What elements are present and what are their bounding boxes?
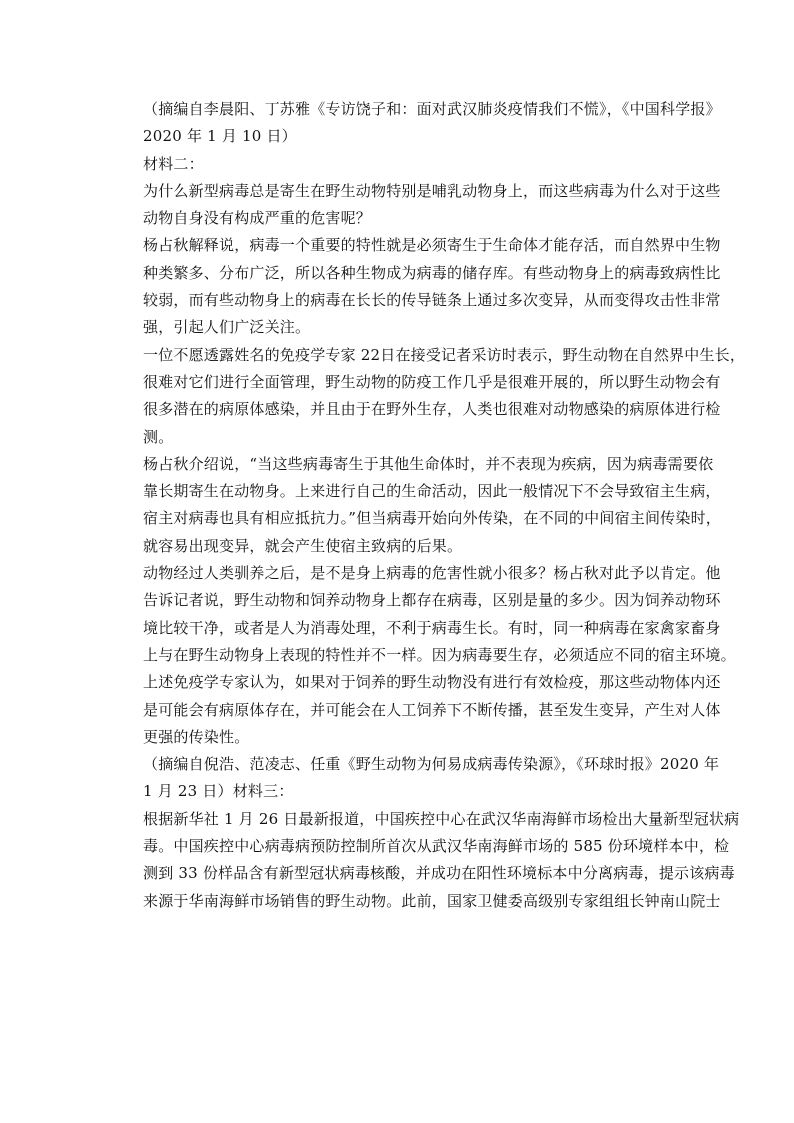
paragraph-line: 测到 33 份样品含有新型冠状病毒核酸，并成功在阳性环境标本中分离病毒，提示该病毒 [143, 864, 735, 883]
paragraph-line: 为什么新型病毒总是寄生在野生动物特别是哺乳动物身上，而这些病毒为什么对于这些 [143, 181, 721, 200]
citation-line-4: 1 月 23 日）材料三： [143, 782, 294, 801]
paragraph-line: 告诉记者说，野生动物和饲养动物身上都存在病毒，区别是量的多少。因为饲养动物环 [143, 591, 721, 610]
citation-line-2: 2020 年 1 月 10 日） [143, 127, 297, 146]
paragraph-line: 种类繁多、分布广泛，所以各种生物成为病毒的储存库。有些动物身上的病毒致病性比 [143, 263, 721, 282]
citation-line-1: （摘编自李晨阳、丁苏雅《专访饶子和：面对武汉肺炎疫情我们不慌》，《中国科学报》 [143, 100, 721, 118]
paragraph-line: 宿主对病毒也具有相应抵抗力。”但当病毒开始向外传染，在不同的中间宿主间传染时， [143, 509, 721, 528]
paragraph-line: 是可能会有病原体存在，并可能会在人工饲养下不断传播，甚至发生变异，产生对人体 [143, 700, 721, 719]
section-heading-material-two: 材料二： [143, 154, 204, 173]
paragraph-line: 动物经过人类驯养之后，是不是身上病毒的危害性就小很多？杨占秋对此予以肯定。他 [143, 564, 721, 583]
paragraph-line: 上述免疫学专家认为，如果对于饲养的野生动物没有进行有效检疫，那这些动物体内还 [143, 673, 721, 692]
paragraph-line: 杨占秋介绍说，“当这些病毒寄生于其他生命体时，并不表现为疾病，因为病毒需要依 [143, 454, 714, 473]
paragraph-line: 境比较干净，或者是人为消毒处理，不利于病毒生长。有时，同一种病毒在家禽家畜身 [143, 618, 721, 637]
paragraph-line: 强，引起人们广泛关注。 [143, 318, 311, 337]
citation-line-3: （摘编自倪浩、范凌志、任重《野生动物为何易成病毒传染源》，《环球时报》2020 年 [143, 755, 720, 774]
paragraph-line: 一位不愿透露姓名的免疫学专家 22日在接受记者采访时表示，野生动物在自然界中生长， [143, 345, 746, 364]
paragraph-line: 动物自身没有构成严重的危害呢？ [143, 209, 372, 228]
paragraph-line: 很多潜在的病原体感染，并且由于在野外生存，人类也很难对动物感染的病原体进行检 [143, 400, 721, 419]
paragraph-line: 很难对它们进行全面管理，野生动物的防疫工作几乎是很难开展的，所以野生动物会有 [143, 372, 721, 391]
paragraph-line: 更强的传染性。 [143, 727, 250, 746]
paragraph-line: 杨占秋解释说，病毒一个重要的特性就是必须寄生于生命体才能存活，而自然界中生物 [143, 236, 721, 255]
paragraph-line: 较弱，而有些动物身上的病毒在长长的传导链条上通过多次变异，从而变得攻击性非常 [143, 291, 721, 310]
paragraph-line: 毒。中国疾控中心病毒病预防控制所首次从武汉华南海鲜市场的 585 份环境样本中，检 [143, 837, 730, 856]
document-page [143, 96, 746, 915]
paragraph-line: 上与在野生动物身上表现的特性并不一样。因为病毒要生存，必须适应不同的宿主环境。 [143, 645, 736, 664]
paragraph-line: 来源于华南海鲜市场销售的野生动物。此前，国家卫健委高级别专家组组长钟南山院士 [143, 891, 721, 910]
paragraph-line: 就容易出现变异，就会产生使宿主致病的后果。 [143, 536, 463, 555]
paragraph-line: 测。 [143, 427, 174, 446]
paragraph-line: 靠长期寄生在动物身。上来进行自己的生命活动，因此一般情况下不会导致宿主生病， [143, 482, 721, 501]
paragraph-line: 根据新华社 1 月 26 日最新报道，中国疾控中心在武汉华南海鲜市场检出大量新型冠状病 [143, 809, 740, 828]
